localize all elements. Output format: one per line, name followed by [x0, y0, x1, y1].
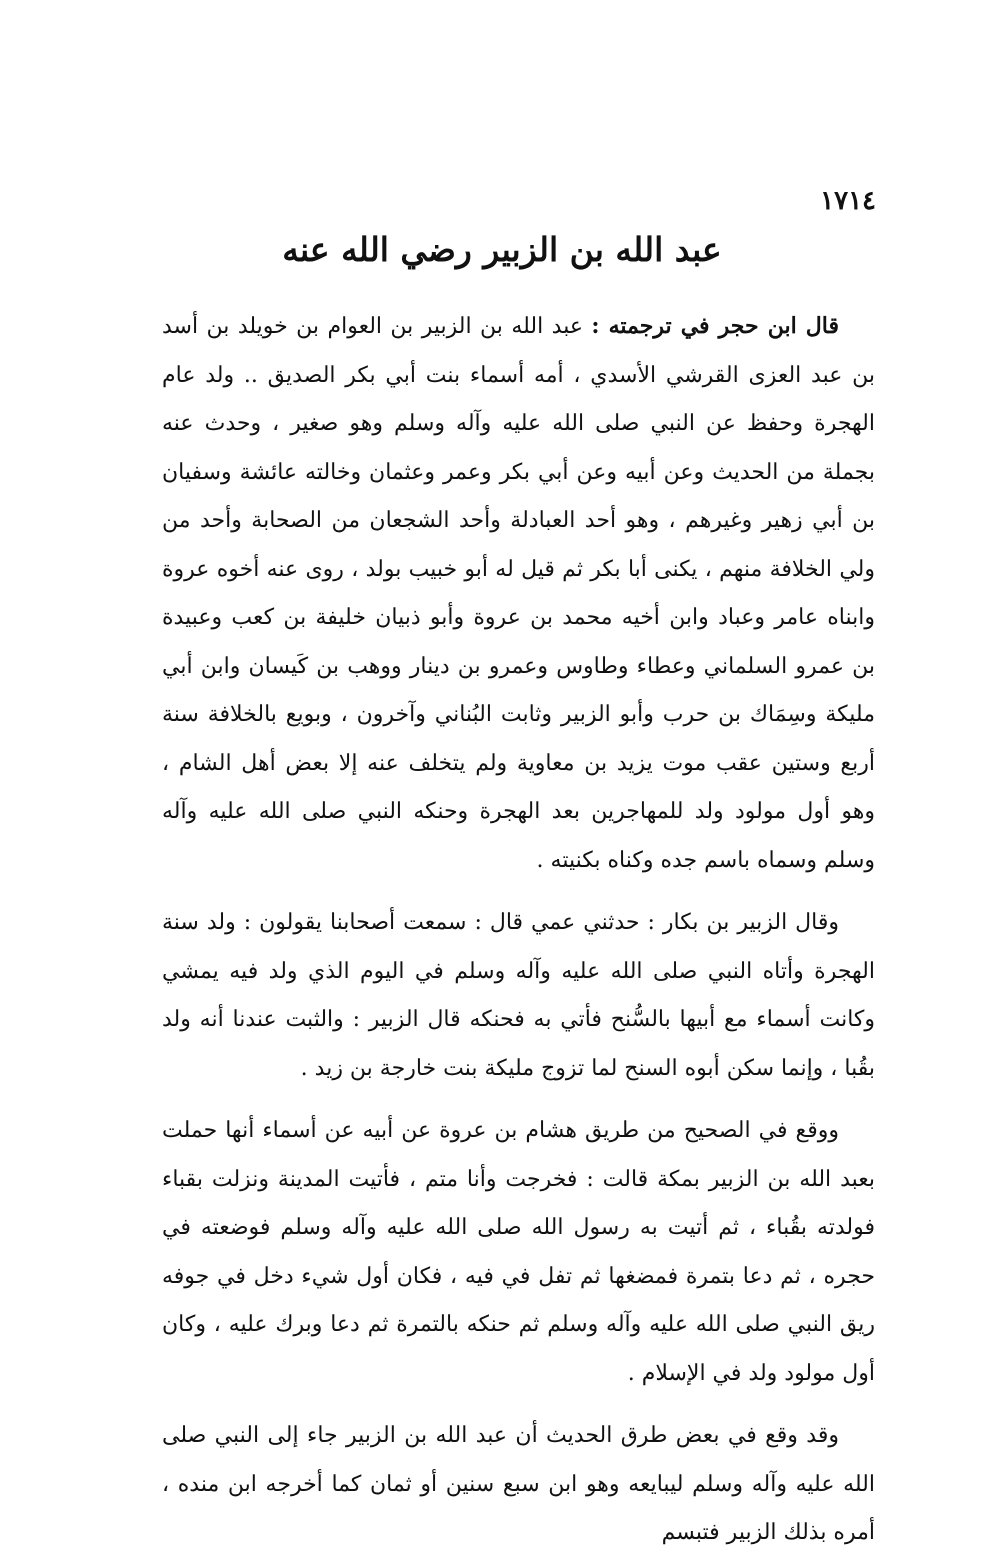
paragraph-text: عبد الله بن الزبير بن العوام بن خويلد بن أسد بن عبد العزى القرشي الأسدي ، أمه أسماء بنت أبي بكر الصديق .. ولد عام الهجرة وحفظ عن النبي صلى الله عليه وآله وسلم وهو صغير ، وحدث عنه بجملة من الحديث وعن أبيه وعن أبي بكر وعمر وعثمان وخالته عائشة وسفيان بن أبي زهير وغيرهم ، وهو أحد العبادلة وأحد الشجعان من الصحابة وأحد من ولي الخلافة منهم ، يكنى أبا بكر ثم قيل له أبو خبيب بولد ، روى عنه أخوه عروة وابناه عامر وعباد وابن أخيه محمد بن عروة وأبو ذبيان خليفة بن كعب وعبيدة بن عمرو السلماني وعطاء وطاوس وعمرو بن دينار ووهب بن كَيسان وابن أبي مليكة وسِمَاك بن حرب وأبو الزبير وثابت البُناني وآخرون ، وبويع بالخلافة سنة أربع وستين عقب موت يزيد بن معاوية ولم يتخلف عنه إلا بعض أهل الشام ، وهو أول مولود ولد للمهاجرين بعد الهجرة وحنكه النبي صلى الله عليه وآله وسلم وسماه باسم جده وكناه بكنيته . [162, 314, 875, 873]
paragraph-text: وقد وقع في بعض طرق الحديث أن عبد الله بن الزبير جاء إلى النبي صلى الله عليه وآله وسلم ليبايعه وهو ابن سبع سنين أو ثمان كما أخرجه ابن منده ، أمره بذلك الزبير فتبسم [162, 1423, 875, 1545]
paragraph-lead: قال ابن حجر في ترجمته : [591, 313, 839, 339]
body-text [162, 302, 875, 1558]
paragraph-text: ووقع في الصحيح من طريق هشام بن عروة عن أبيه عن أسماء أنها حملت بعبد الله بن الزبير بمكة قالت : فخرجت وأنا متم ، فأتيت المدينة ونزلت بقباء فولدته بقُباء ، ثم أتيت به رسول الله صلى الله عليه وآله وسلم فوضعته في حجره ، ثم دعا بتمرة فمضغها ثم تفل في فيه ، فكان أول شيء دخل في جوفه ريق النبي صلى الله عليه وآله وسلم ثم حنكه بالتمرة ثم دعا وبرك عليه ، وكان أول مولود ولد في الإسلام . [162, 1118, 876, 1386]
paragraph-1 [162, 302, 875, 885]
paragraph-3 [162, 1107, 875, 1398]
paragraph-2 [162, 899, 875, 1093]
paragraph-text: وقال الزبير بن بكار : حدثني عمي قال : سمعت أصحابنا يقولون : ولد سنة الهجرة وأتاه النبي صلى الله عليه وآله وسلم في اليوم الذي ولد فيه يمشي وكانت أسماء مع أبيها بالسُّنح فأتي به فحنكه قال الزبير : والثبت عندنا أنه ولد بقُبا ، وإنما سكن أبوه السنح لما تزوج مليكة بنت خارجة بن زيد . [162, 910, 875, 1081]
page-number: ١٧١٤ [820, 186, 876, 216]
page-title: عبد الله بن الزبير رضي الله عنه [282, 230, 722, 269]
paragraph-4 [162, 1412, 875, 1558]
